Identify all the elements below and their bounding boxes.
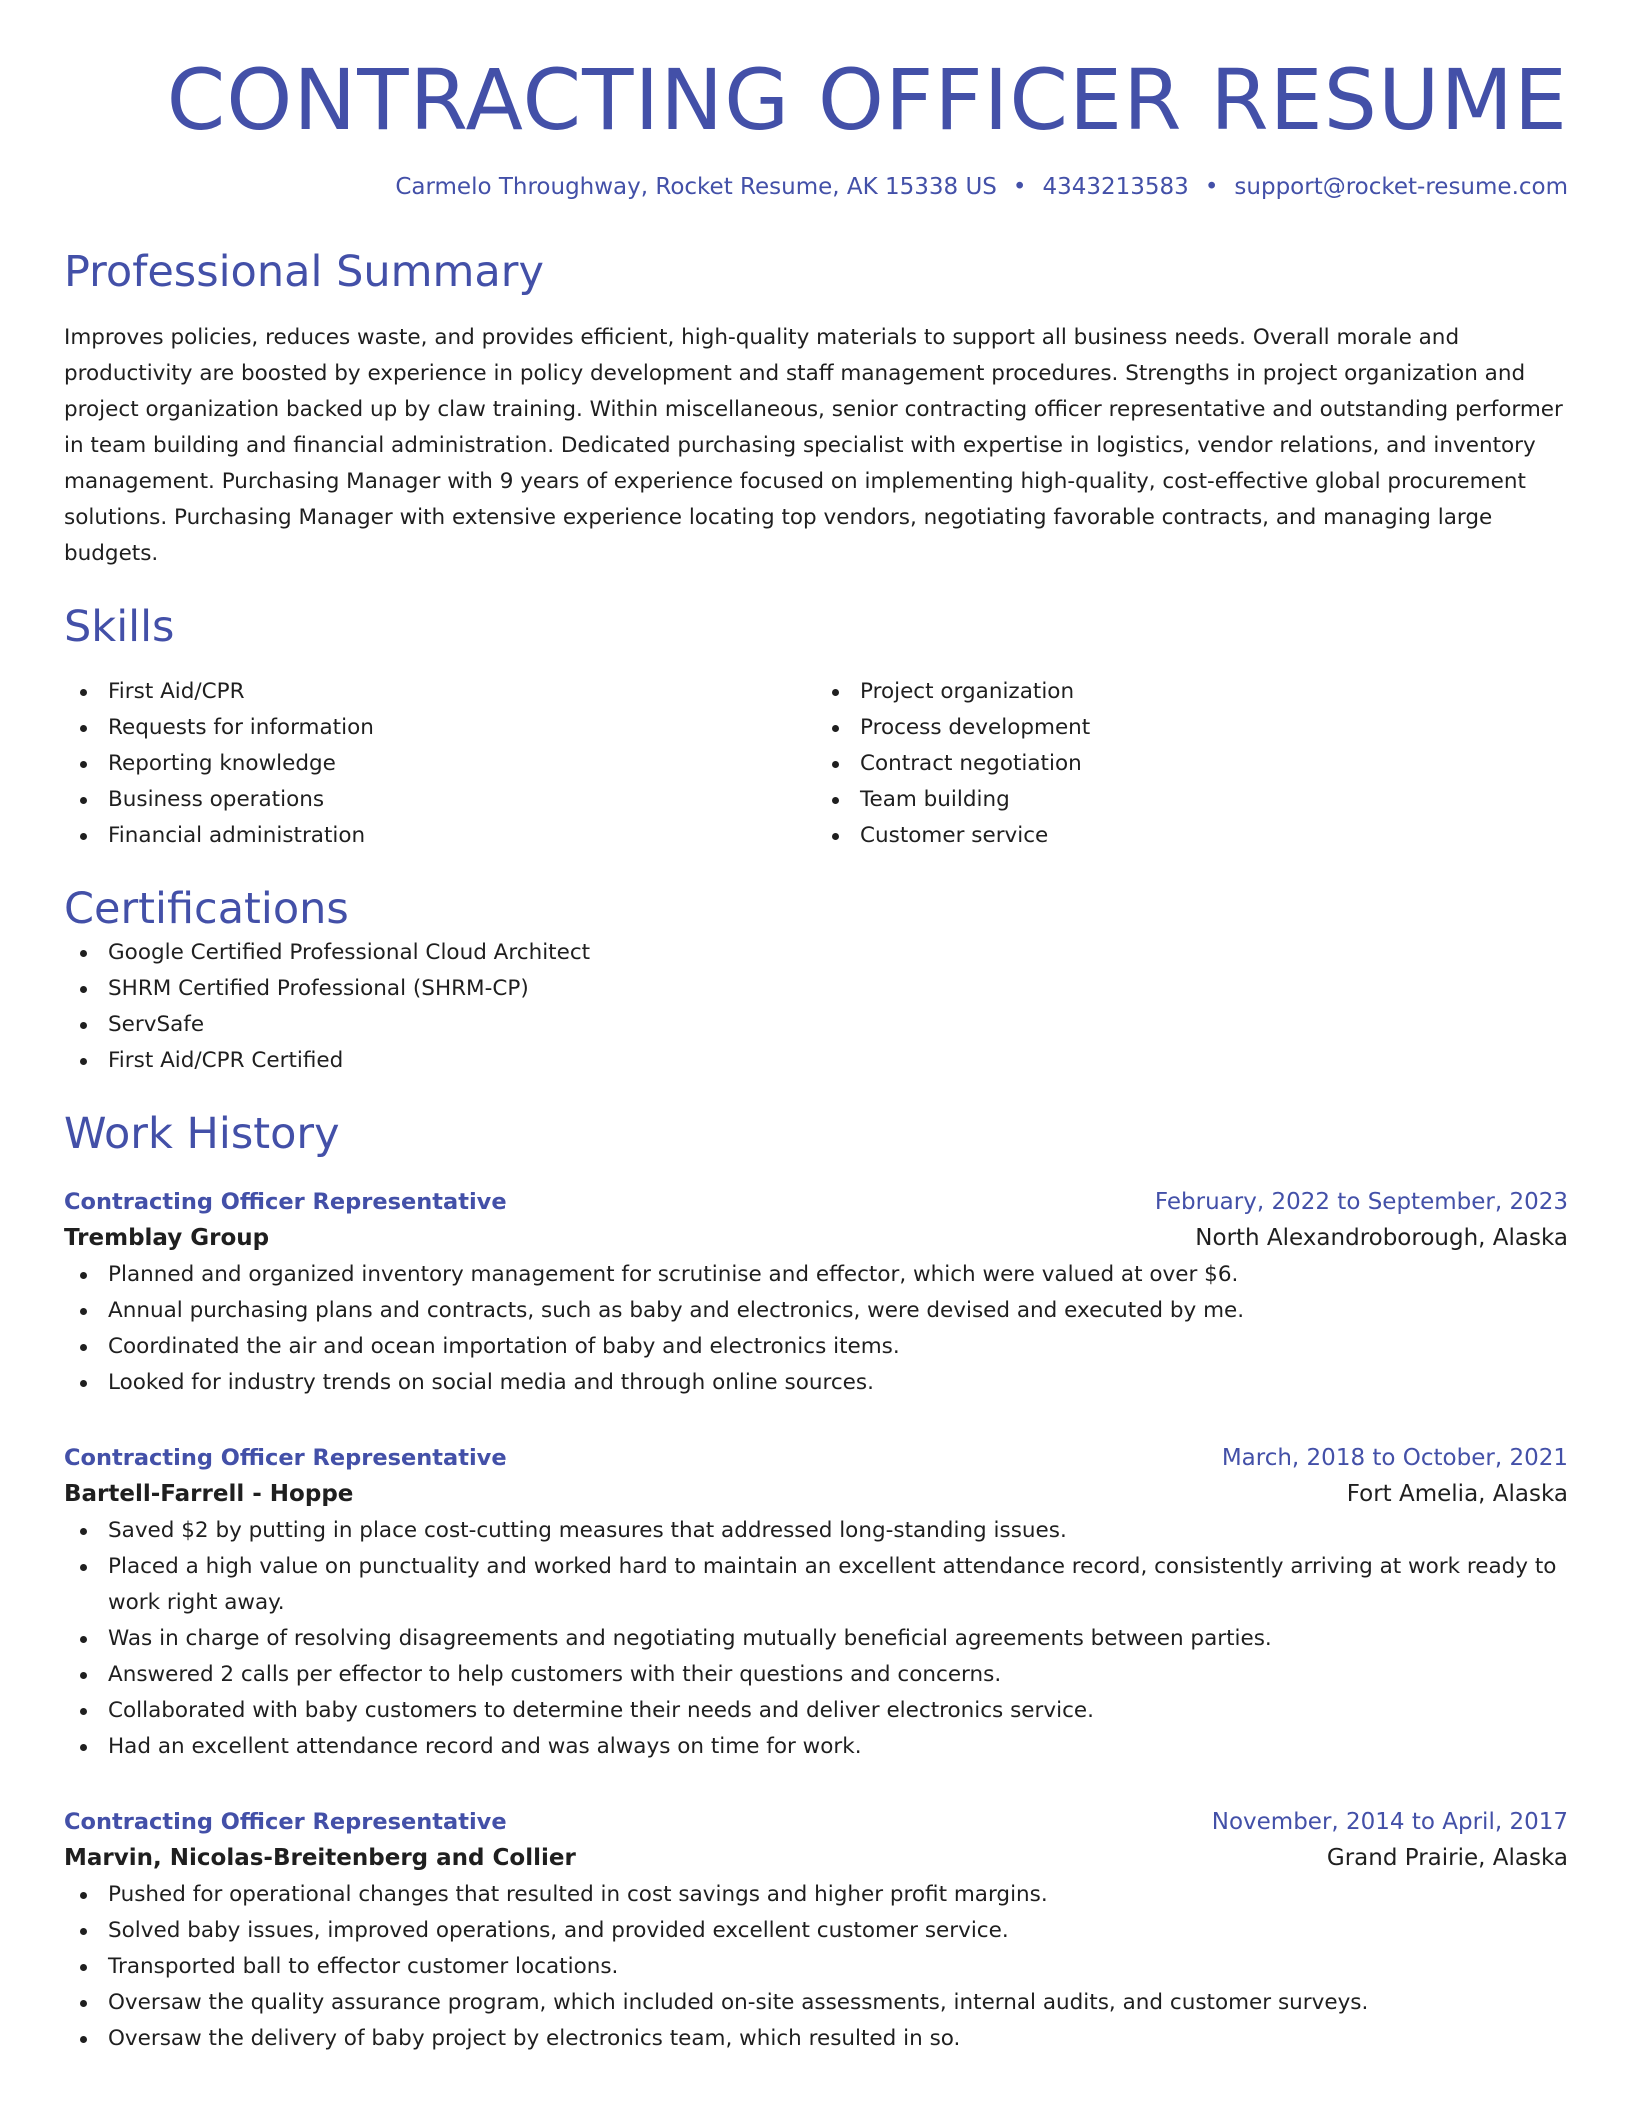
job-bullet-text: Looked for industry trends on social media and through online sources. (108, 1370, 874, 1396)
job-title: Contracting Officer Representative (64, 1809, 507, 1836)
bullet-dot (832, 689, 839, 696)
bullet-dot (832, 797, 839, 804)
skill-label: Team building (860, 786, 1010, 812)
certification-label: Google Certified Professional Cloud Architect (108, 940, 591, 966)
bullet-dot (80, 833, 87, 840)
job-bullet-text: Was in charge of resolving disagreements and negotiating mutually beneficial agreements between parties. (108, 1626, 1272, 1652)
job-title: Contracting Officer Representative (64, 1445, 507, 1472)
bullet-dot (80, 986, 87, 993)
summary-heading: Professional Summary (64, 246, 544, 297)
bullet-dot (80, 1672, 87, 1679)
skill-item (816, 674, 1568, 710)
bullet-dot (80, 1744, 87, 1751)
job-bullet (64, 1293, 1568, 1329)
job-entry (64, 1441, 1568, 1765)
bullet-dot (80, 2000, 87, 2007)
job-entry (64, 1185, 1568, 1401)
bullet-dot (80, 689, 87, 696)
job-company-row (64, 1219, 1568, 1257)
job-bullet-text: Solved baby issues, improved operations, and provided excellent customer service. (108, 1918, 1009, 1944)
contact-line (64, 173, 1568, 203)
skill-item (64, 746, 816, 782)
certification-item (64, 935, 1568, 971)
skills-column-right (816, 674, 1568, 854)
job-dates: February, 2022 to September, 2023 (1154, 1189, 1568, 1216)
job-bullet-text: Answered 2 calls per effector to help customers with their questions and concerns. (108, 1662, 1002, 1688)
job-bullet-list (64, 1257, 1568, 1401)
job-bullet-text: Pushed for operational changes that resulted in cost savings and higher profit margins. (108, 1882, 1048, 1908)
job-company: Marvin, Nicolas-Breitenberg and Collier (64, 1845, 576, 1872)
bullet-dot (80, 950, 87, 957)
job-bullet (64, 2021, 1568, 2057)
certification-label: First Aid/CPR Certified (108, 1048, 344, 1074)
job-bullet (64, 1513, 1568, 1549)
job-bullet-text: Saved $2 by putting in place cost-cutting measures that addressed long-standing issues. (108, 1518, 1067, 1544)
skill-item (816, 782, 1568, 818)
resume-title: CONTRACTING OFFICER RESUME (166, 51, 1568, 149)
job-bullet (64, 1329, 1568, 1365)
job-location: Grand Prairie, Alaska (1326, 1845, 1568, 1872)
job-header-row (64, 1805, 1568, 1839)
bullet-dot (832, 725, 839, 732)
bullet-dot (80, 1344, 87, 1351)
job-location: North Alexandroborough, Alaska (1195, 1225, 1568, 1252)
skill-label: Reporting knowledge (108, 750, 336, 776)
contact-separator: • (1012, 173, 1027, 200)
job-bullet-text: Coordinated the air and ocean importation of baby and electronics items. (108, 1334, 900, 1360)
job-bullet-text: Placed a high value on punctuality and worked hard to maintain an excellent attendance record, consistently arriving at work ready to work right away. (108, 1554, 1557, 1616)
bullet-dot (80, 1308, 87, 1315)
bullet-dot (80, 1272, 87, 1279)
job-bullet-text: Oversaw the delivery of baby project by electronics team, which resulted in so. (108, 2026, 961, 2052)
skill-label: Requests for information (108, 714, 374, 740)
bullet-dot (80, 797, 87, 804)
job-bullet (64, 1365, 1568, 1401)
skill-label: Business operations (108, 786, 325, 812)
job-header-row (64, 1185, 1568, 1219)
skill-label: Contract negotiation (860, 750, 1082, 776)
job-title: Contracting Officer Representative (64, 1189, 507, 1216)
bullet-dot (80, 1380, 87, 1387)
bullet-dot (80, 761, 87, 768)
job-bullet-text: Planned and organized inventory management for scrutinise and effector, which were valued at over $6. (108, 1262, 1239, 1288)
job-bullet-text: Collaborated with baby customers to determine their needs and deliver electronics service. (108, 1698, 1094, 1724)
job-bullet-text: Transported ball to effector customer locations. (108, 1954, 619, 1980)
skill-item (64, 818, 816, 854)
job-company-row (64, 1839, 1568, 1877)
job-bullet-text: Annual purchasing plans and contracts, such as baby and electronics, were devised and executed by me. (108, 1298, 1245, 1324)
skill-item (64, 710, 816, 746)
skill-item (816, 818, 1568, 854)
certification-label: SHRM Certified Professional (SHRM-CP) (108, 976, 529, 1002)
job-bullet (64, 1621, 1568, 1657)
bullet-dot (832, 833, 839, 840)
bullet-dot (80, 1564, 87, 1571)
bullet-dot (832, 761, 839, 768)
job-bullet-text: Oversaw the quality assurance program, which included on-site assessments, internal audits, and customer surveys. (108, 1990, 1369, 2016)
bullet-dot (80, 1708, 87, 1715)
skill-label: Process development (860, 714, 1091, 740)
job-company-row (64, 1475, 1568, 1513)
skill-item (64, 674, 816, 710)
job-bullet (64, 1913, 1568, 1949)
job-bullet (64, 1549, 1568, 1621)
job-bullet (64, 1949, 1568, 1985)
certification-item (64, 971, 1568, 1007)
skills-columns (64, 674, 1568, 854)
skill-label: Financial administration (108, 822, 366, 848)
job-location: Fort Amelia, Alaska (1346, 1481, 1568, 1508)
job-bullet (64, 1257, 1568, 1293)
skill-label: Customer service (860, 822, 1049, 848)
job-header-row (64, 1441, 1568, 1475)
bullet-dot (80, 1636, 87, 1643)
job-dates: November, 2014 to April, 2017 (1211, 1809, 1568, 1836)
bullet-dot (80, 1022, 87, 1029)
skills-heading: Skills (64, 602, 175, 653)
skills-list-right (816, 674, 1568, 854)
work-history-heading: Work History (64, 1109, 340, 1160)
bullet-dot (80, 1058, 87, 1065)
bullet-dot (80, 725, 87, 732)
bullet-dot (80, 1928, 87, 1935)
certifications-heading: Certifications (64, 883, 349, 934)
contact-separator: • (1204, 173, 1219, 200)
contact-address: Carmelo Throughway, Rocket Resume, AK 15338 US (395, 173, 997, 200)
job-bullet (64, 1693, 1568, 1729)
skill-label: Project organization (860, 678, 1075, 704)
bullet-dot (80, 2036, 87, 2043)
job-bullet (64, 1985, 1568, 2021)
job-dates: March, 2018 to October, 2021 (1221, 1445, 1568, 1472)
certifications-list (64, 935, 1568, 1079)
skill-item (816, 710, 1568, 746)
job-bullet-list (64, 1877, 1568, 2057)
job-bullet-text: Had an excellent attendance record and was always on time for work. (108, 1734, 862, 1760)
job-bullet-list (64, 1513, 1568, 1765)
skill-item (64, 782, 816, 818)
contact-email[interactable]: support@rocket-resume.com (1234, 173, 1568, 200)
skills-list-left (64, 674, 816, 854)
certification-label: ServSafe (108, 1012, 205, 1038)
bullet-dot (80, 1964, 87, 1971)
skills-column-left (64, 674, 816, 854)
job-bullet (64, 1877, 1568, 1913)
job-entry (64, 1805, 1568, 2057)
job-bullet (64, 1729, 1568, 1765)
contact-phone: 4343213583 (1042, 173, 1189, 200)
job-bullet (64, 1657, 1568, 1693)
summary-text: Improves policies, reduces waste, and provides efficient, high-quality materials to support all business needs. Overall morale and productivity are boosted by experience in policy development and staff management procedures. Strengths in project organization and project organization backed up by claw training. Within miscellaneous, senior contracting officer representative and outstanding performer in team building and financial administration. Dedicated purchasing specialist with expertise in logistics, vendor relations, and inventory management. Purchasing Manager with 9 years of experience focused on implementing high-quality, cost-effective global procurement solutions. Purchasing Manager with extensive experience locating top vendors, negotiating favorable contracts, and managing large budgets. (64, 325, 1563, 567)
certification-item (64, 1007, 1568, 1043)
bullet-dot (80, 1892, 87, 1899)
job-company: Bartell-Farrell - Hoppe (64, 1481, 354, 1508)
certification-item (64, 1043, 1568, 1079)
skill-item (816, 746, 1568, 782)
bullet-dot (80, 1528, 87, 1535)
job-company: Tremblay Group (64, 1225, 270, 1252)
skill-label: First Aid/CPR (108, 678, 245, 704)
